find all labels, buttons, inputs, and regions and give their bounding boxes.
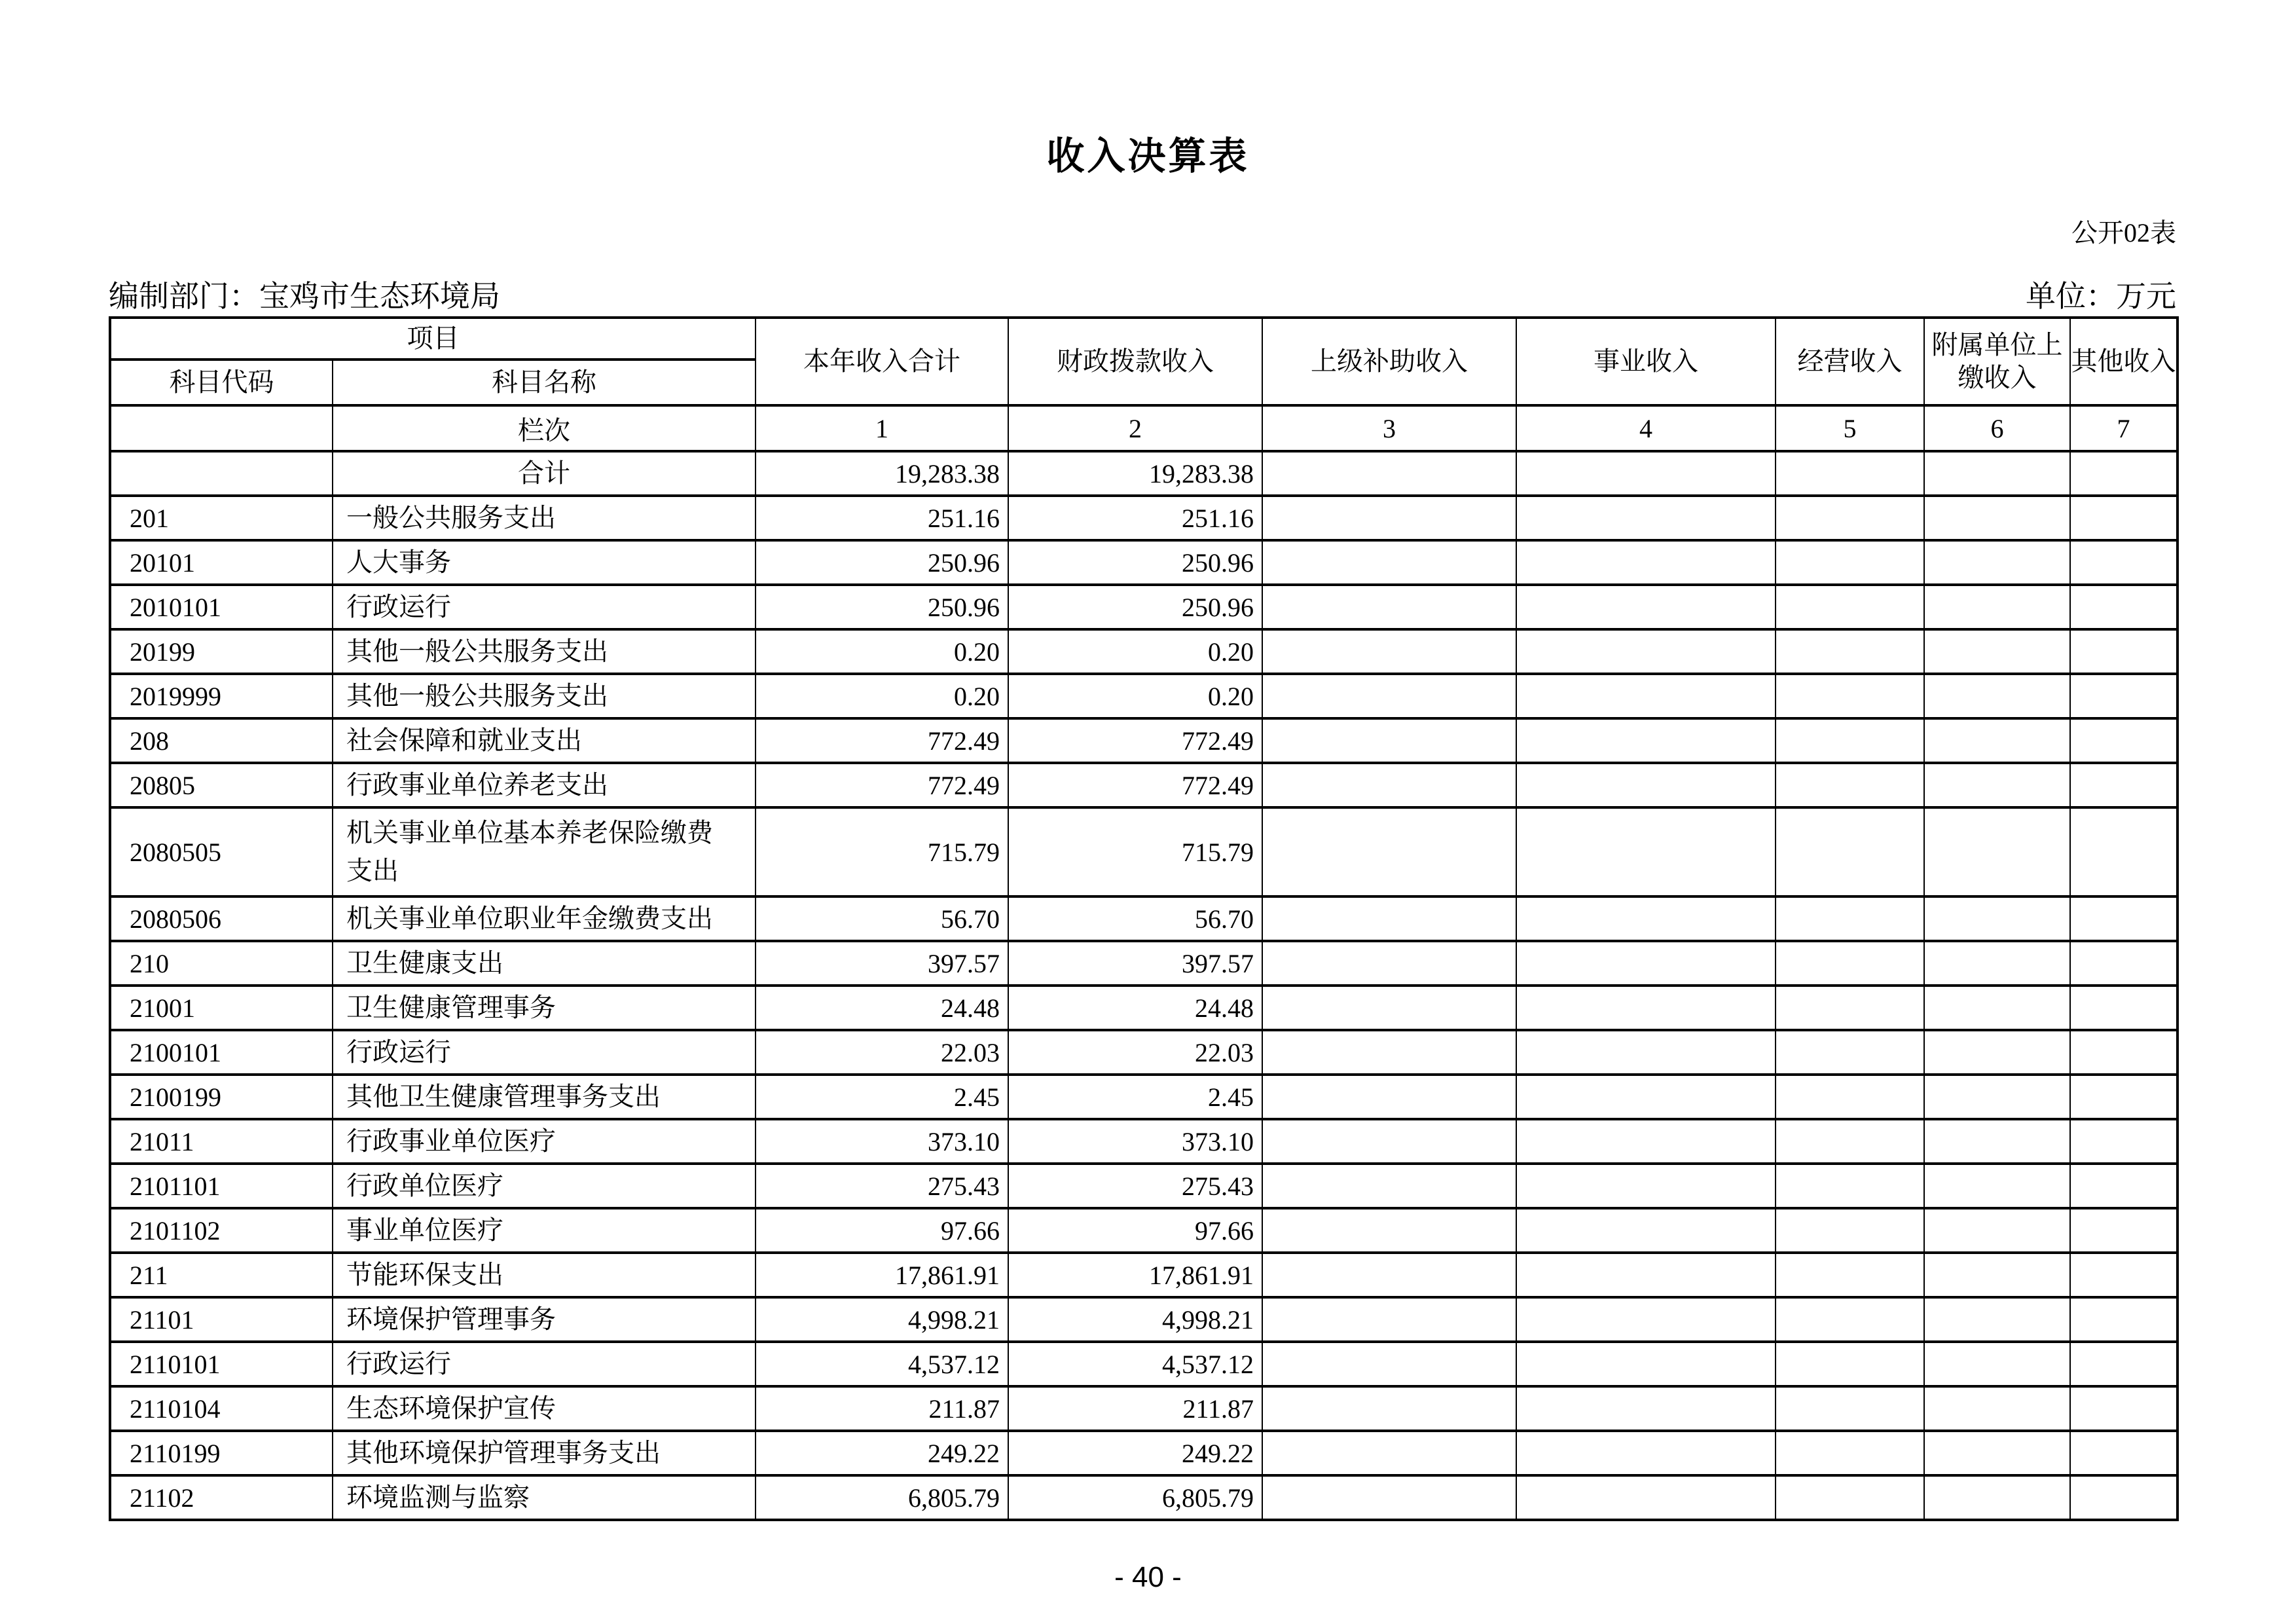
value-cell xyxy=(1516,986,1776,1030)
value-cell xyxy=(1262,1030,1516,1075)
value-cell xyxy=(2070,585,2178,629)
value-cell xyxy=(1262,1164,1516,1208)
lane-index-cell: 2 xyxy=(1008,405,1262,451)
value-cell xyxy=(1924,1208,2070,1253)
value-cell: 275.43 xyxy=(756,1164,1008,1208)
subject-code-cell: 20805 xyxy=(110,763,333,807)
value-cell: 19,283.38 xyxy=(756,451,1008,496)
value-cell: 275.43 xyxy=(1008,1164,1262,1208)
subject-code-cell: 211 xyxy=(110,1253,333,1297)
value-cell xyxy=(2070,629,2178,674)
table-row xyxy=(110,496,2178,540)
value-cell xyxy=(1776,1164,1924,1208)
value-cell xyxy=(1776,451,1924,496)
value-cell: 17,861.91 xyxy=(1008,1253,1262,1297)
value-cell xyxy=(1516,718,1776,763)
value-cell xyxy=(1924,1119,2070,1164)
table-row xyxy=(110,1119,2178,1164)
header-subject-name: 科目名称 xyxy=(333,360,756,405)
value-cell xyxy=(2070,1297,2178,1342)
header-col-affiliated-unit-remittance-income: 附属单位上缴收入 xyxy=(1924,318,2070,405)
subject-name-cell: 行政单位医疗 xyxy=(333,1164,756,1208)
lane-index-cell: 4 xyxy=(1516,405,1776,451)
subject-code-cell xyxy=(110,451,333,496)
value-cell xyxy=(1924,674,2070,718)
lane-row xyxy=(110,405,2178,451)
value-cell xyxy=(2070,1386,2178,1431)
page-number: - 40 - xyxy=(1114,1561,1182,1593)
page-title: 收入决算表 xyxy=(1046,135,1250,177)
value-cell: 56.70 xyxy=(1008,896,1262,941)
value-cell: 772.49 xyxy=(1008,763,1262,807)
subject-code-cell: 2100199 xyxy=(110,1075,333,1119)
subject-code-cell: 2110104 xyxy=(110,1386,333,1431)
subject-name-cell: 人大事务 xyxy=(333,540,756,585)
table-row xyxy=(110,1208,2178,1253)
value-cell xyxy=(1516,451,1776,496)
meta-row xyxy=(109,272,2176,316)
table-row xyxy=(110,1297,2178,1342)
subject-name-cell: 环境保护管理事务 xyxy=(333,1297,756,1342)
value-cell xyxy=(1516,1164,1776,1208)
value-cell xyxy=(2070,807,2178,896)
lane-index-cell: 1 xyxy=(756,405,1008,451)
value-cell xyxy=(1776,1386,1924,1431)
table-row xyxy=(110,629,2178,674)
subject-code-cell: 20101 xyxy=(110,540,333,585)
table-row xyxy=(110,896,2178,941)
subject-code-cell: 21101 xyxy=(110,1297,333,1342)
value-cell xyxy=(1262,1119,1516,1164)
value-cell xyxy=(1516,1386,1776,1431)
subject-code-cell: 2100101 xyxy=(110,1030,333,1075)
value-cell: 250.96 xyxy=(1008,585,1262,629)
table-row xyxy=(110,718,2178,763)
subject-code-cell: 2010101 xyxy=(110,585,333,629)
subject-name-cell: 行政运行 xyxy=(333,585,756,629)
value-cell: 4,998.21 xyxy=(1008,1297,1262,1342)
value-cell: 251.16 xyxy=(1008,496,1262,540)
value-cell xyxy=(1924,451,2070,496)
table-row xyxy=(110,1431,2178,1475)
value-cell xyxy=(1776,986,1924,1030)
subject-name-cell: 行政事业单位养老支出 xyxy=(333,763,756,807)
value-cell: 4,537.12 xyxy=(756,1342,1008,1386)
header-col-superior-subsidy-income: 上级补助收入 xyxy=(1262,318,1516,405)
value-cell xyxy=(1924,1075,2070,1119)
value-cell xyxy=(1776,1030,1924,1075)
value-cell xyxy=(1924,1431,2070,1475)
value-cell xyxy=(2070,763,2178,807)
table-row xyxy=(110,585,2178,629)
header-col-total-income: 本年收入合计 xyxy=(756,318,1008,405)
value-cell: 249.22 xyxy=(1008,1431,1262,1475)
value-cell xyxy=(1516,496,1776,540)
value-cell xyxy=(1924,1386,2070,1431)
value-cell: 6,805.79 xyxy=(756,1475,1008,1520)
subject-name-cell: 机关事业单位基本养老保险缴费支出 xyxy=(333,807,756,896)
value-cell xyxy=(1262,674,1516,718)
value-cell: 397.57 xyxy=(1008,941,1262,986)
value-cell xyxy=(2070,1075,2178,1119)
value-cell xyxy=(1924,718,2070,763)
value-cell: 56.70 xyxy=(756,896,1008,941)
value-cell: 4,998.21 xyxy=(756,1297,1008,1342)
subject-code-cell: 21001 xyxy=(110,986,333,1030)
header-subject-code: 科目代码 xyxy=(110,360,333,405)
lane-blank-cell xyxy=(110,405,333,451)
value-cell xyxy=(1262,496,1516,540)
value-cell: 772.49 xyxy=(756,763,1008,807)
table-row xyxy=(110,1164,2178,1208)
subject-code-cell: 2110199 xyxy=(110,1431,333,1475)
department-label: 编制部门：宝鸡市生态环境局 xyxy=(109,280,500,313)
subject-code-cell: 2019999 xyxy=(110,674,333,718)
value-cell xyxy=(1924,1253,2070,1297)
value-cell: 250.96 xyxy=(1008,540,1262,585)
value-cell xyxy=(1924,1030,2070,1075)
value-cell xyxy=(1776,1075,1924,1119)
value-cell xyxy=(1262,896,1516,941)
table-row xyxy=(110,763,2178,807)
value-cell: 22.03 xyxy=(1008,1030,1262,1075)
value-cell: 251.16 xyxy=(756,496,1008,540)
table-row xyxy=(110,1342,2178,1386)
subject-name-cell: 机关事业单位职业年金缴费支出 xyxy=(333,896,756,941)
value-cell xyxy=(2070,1164,2178,1208)
value-cell xyxy=(1516,807,1776,896)
value-cell xyxy=(1262,986,1516,1030)
value-cell xyxy=(1262,1297,1516,1342)
table-row xyxy=(110,1075,2178,1119)
value-cell: 250.96 xyxy=(756,540,1008,585)
value-cell xyxy=(1262,807,1516,896)
subject-name-cell: 其他一般公共服务支出 xyxy=(333,629,756,674)
value-cell xyxy=(1776,496,1924,540)
value-cell xyxy=(2070,1253,2178,1297)
subject-code-cell: 2080505 xyxy=(110,807,333,896)
value-cell xyxy=(1924,941,2070,986)
value-cell xyxy=(2070,718,2178,763)
lane-index-cell: 6 xyxy=(1924,405,2070,451)
value-cell xyxy=(1516,540,1776,585)
value-cell xyxy=(1924,896,2070,941)
value-cell xyxy=(2070,674,2178,718)
value-cell xyxy=(1776,1119,1924,1164)
value-cell xyxy=(1776,629,1924,674)
table-row xyxy=(110,1386,2178,1431)
value-cell xyxy=(1924,496,2070,540)
value-cell xyxy=(1262,1075,1516,1119)
value-cell xyxy=(2070,1342,2178,1386)
value-cell xyxy=(2070,1475,2178,1520)
value-cell: 250.96 xyxy=(756,585,1008,629)
value-cell xyxy=(1262,718,1516,763)
subject-name-cell: 行政运行 xyxy=(333,1030,756,1075)
table-row xyxy=(110,451,2178,496)
table-row xyxy=(110,1475,2178,1520)
value-cell xyxy=(1924,986,2070,1030)
value-cell: 715.79 xyxy=(1008,807,1262,896)
subject-code-cell: 21011 xyxy=(110,1119,333,1164)
value-cell xyxy=(2070,896,2178,941)
subject-code-cell: 2080506 xyxy=(110,896,333,941)
table-row xyxy=(110,986,2178,1030)
value-cell: 6,805.79 xyxy=(1008,1475,1262,1520)
value-cell: 4,537.12 xyxy=(1008,1342,1262,1386)
value-cell xyxy=(1516,1475,1776,1520)
value-cell xyxy=(1262,585,1516,629)
value-cell xyxy=(1262,1253,1516,1297)
value-cell xyxy=(2070,496,2178,540)
header-col-operating-income: 经营收入 xyxy=(1776,318,1924,405)
value-cell: 19,283.38 xyxy=(1008,451,1262,496)
value-cell xyxy=(1776,674,1924,718)
subject-code-cell: 2101102 xyxy=(110,1208,333,1253)
table-row xyxy=(110,941,2178,986)
subject-name-cell: 合计 xyxy=(333,451,756,496)
value-cell xyxy=(1924,585,2070,629)
table-row xyxy=(110,540,2178,585)
subject-name-cell: 其他卫生健康管理事务支出 xyxy=(333,1075,756,1119)
value-cell xyxy=(1516,1075,1776,1119)
value-cell: 97.66 xyxy=(756,1208,1008,1253)
subject-name-cell: 环境监测与监察 xyxy=(333,1475,756,1520)
subject-name-cell: 节能环保支出 xyxy=(333,1253,756,1297)
value-cell xyxy=(1924,1297,2070,1342)
subject-code-cell: 21102 xyxy=(110,1475,333,1520)
value-cell xyxy=(1262,540,1516,585)
header-col-fiscal-allocation-income: 财政拨款收入 xyxy=(1008,318,1262,405)
value-cell xyxy=(1776,585,1924,629)
value-cell xyxy=(1262,1386,1516,1431)
subject-code-cell: 2110101 xyxy=(110,1342,333,1386)
header-row-project xyxy=(110,318,2178,360)
value-cell xyxy=(1776,1297,1924,1342)
value-cell xyxy=(2070,1030,2178,1075)
value-cell xyxy=(1776,1475,1924,1520)
value-cell: 249.22 xyxy=(756,1431,1008,1475)
value-cell xyxy=(1516,896,1776,941)
value-cell xyxy=(1776,1342,1924,1386)
value-cell: 0.20 xyxy=(1008,629,1262,674)
value-cell xyxy=(1262,763,1516,807)
value-cell xyxy=(1924,540,2070,585)
subject-name-cell: 卫生健康支出 xyxy=(333,941,756,986)
header-col-other-income: 其他收入 xyxy=(2070,318,2178,405)
value-cell: 373.10 xyxy=(1008,1119,1262,1164)
lane-index-cell: 7 xyxy=(2070,405,2178,451)
subject-code-cell: 210 xyxy=(110,941,333,986)
value-cell xyxy=(1776,807,1924,896)
value-cell: 17,861.91 xyxy=(756,1253,1008,1297)
value-cell xyxy=(1516,941,1776,986)
table-row xyxy=(110,674,2178,718)
value-cell xyxy=(1262,629,1516,674)
value-cell xyxy=(1776,718,1924,763)
value-cell xyxy=(2070,986,2178,1030)
value-cell: 397.57 xyxy=(756,941,1008,986)
value-cell xyxy=(1516,1297,1776,1342)
value-cell: 772.49 xyxy=(1008,718,1262,763)
value-cell xyxy=(1776,1208,1924,1253)
table-row xyxy=(110,807,2178,896)
value-cell: 2.45 xyxy=(1008,1075,1262,1119)
value-cell: 0.20 xyxy=(1008,674,1262,718)
value-cell xyxy=(1776,941,1924,986)
value-cell: 2.45 xyxy=(756,1075,1008,1119)
lane-index-cell: 3 xyxy=(1262,405,1516,451)
value-cell xyxy=(1516,674,1776,718)
subject-code-cell: 208 xyxy=(110,718,333,763)
value-cell: 373.10 xyxy=(756,1119,1008,1164)
value-cell: 772.49 xyxy=(756,718,1008,763)
table-row xyxy=(110,1030,2178,1075)
subject-name-cell: 事业单位医疗 xyxy=(333,1208,756,1253)
value-cell xyxy=(1776,763,1924,807)
header-col-business-income: 事业收入 xyxy=(1516,318,1776,405)
value-cell xyxy=(2070,451,2178,496)
value-cell xyxy=(1776,1253,1924,1297)
value-cell xyxy=(2070,1119,2178,1164)
value-cell xyxy=(1262,1431,1516,1475)
value-cell xyxy=(1516,585,1776,629)
value-cell: 0.20 xyxy=(756,629,1008,674)
value-cell xyxy=(1924,763,2070,807)
value-cell xyxy=(2070,540,2178,585)
value-cell xyxy=(1924,629,2070,674)
value-cell xyxy=(1516,1208,1776,1253)
unit-label: 单位：万元 xyxy=(2026,280,2176,313)
value-cell: 211.87 xyxy=(1008,1386,1262,1431)
value-cell: 211.87 xyxy=(756,1386,1008,1431)
value-cell xyxy=(1262,941,1516,986)
value-cell xyxy=(1516,629,1776,674)
table-code-label: 公开02表 xyxy=(2071,218,2176,248)
value-cell xyxy=(1924,1342,2070,1386)
subject-code-cell: 201 xyxy=(110,496,333,540)
value-cell xyxy=(2070,1208,2178,1253)
subject-name-cell: 生态环境保护宣传 xyxy=(333,1386,756,1431)
subject-name-cell: 社会保障和就业支出 xyxy=(333,718,756,763)
value-cell xyxy=(1516,1119,1776,1164)
value-cell xyxy=(1516,1342,1776,1386)
value-cell xyxy=(1262,1342,1516,1386)
value-cell xyxy=(1924,807,2070,896)
value-cell xyxy=(1516,763,1776,807)
value-cell: 24.48 xyxy=(756,986,1008,1030)
value-cell xyxy=(1776,896,1924,941)
subject-name-cell: 其他一般公共服务支出 xyxy=(333,674,756,718)
lane-label: 栏次 xyxy=(333,405,756,451)
subject-name-cell: 一般公共服务支出 xyxy=(333,496,756,540)
value-cell: 0.20 xyxy=(756,674,1008,718)
value-cell xyxy=(1262,1208,1516,1253)
value-cell: 22.03 xyxy=(756,1030,1008,1075)
subject-name-cell: 其他环境保护管理事务支出 xyxy=(333,1431,756,1475)
value-cell xyxy=(1262,451,1516,496)
value-cell: 715.79 xyxy=(756,807,1008,896)
value-cell xyxy=(1924,1164,2070,1208)
subject-code-cell: 2101101 xyxy=(110,1164,333,1208)
header-project: 项目 xyxy=(110,318,756,360)
value-cell xyxy=(1776,1431,1924,1475)
subject-name-cell: 卫生健康管理事务 xyxy=(333,986,756,1030)
value-cell xyxy=(1924,1475,2070,1520)
value-cell xyxy=(2070,1431,2178,1475)
value-cell xyxy=(2070,941,2178,986)
value-cell xyxy=(1262,1475,1516,1520)
subject-name-cell: 行政事业单位医疗 xyxy=(333,1119,756,1164)
value-cell: 24.48 xyxy=(1008,986,1262,1030)
table-row xyxy=(110,1253,2178,1297)
subject-code-cell: 20199 xyxy=(110,629,333,674)
value-cell xyxy=(1516,1030,1776,1075)
value-cell: 97.66 xyxy=(1008,1208,1262,1253)
value-cell xyxy=(1516,1253,1776,1297)
value-cell xyxy=(1516,1431,1776,1475)
income-table xyxy=(109,316,2179,1521)
subject-name-cell: 行政运行 xyxy=(333,1342,756,1386)
lane-index-cell: 5 xyxy=(1776,405,1924,451)
value-cell xyxy=(1776,540,1924,585)
